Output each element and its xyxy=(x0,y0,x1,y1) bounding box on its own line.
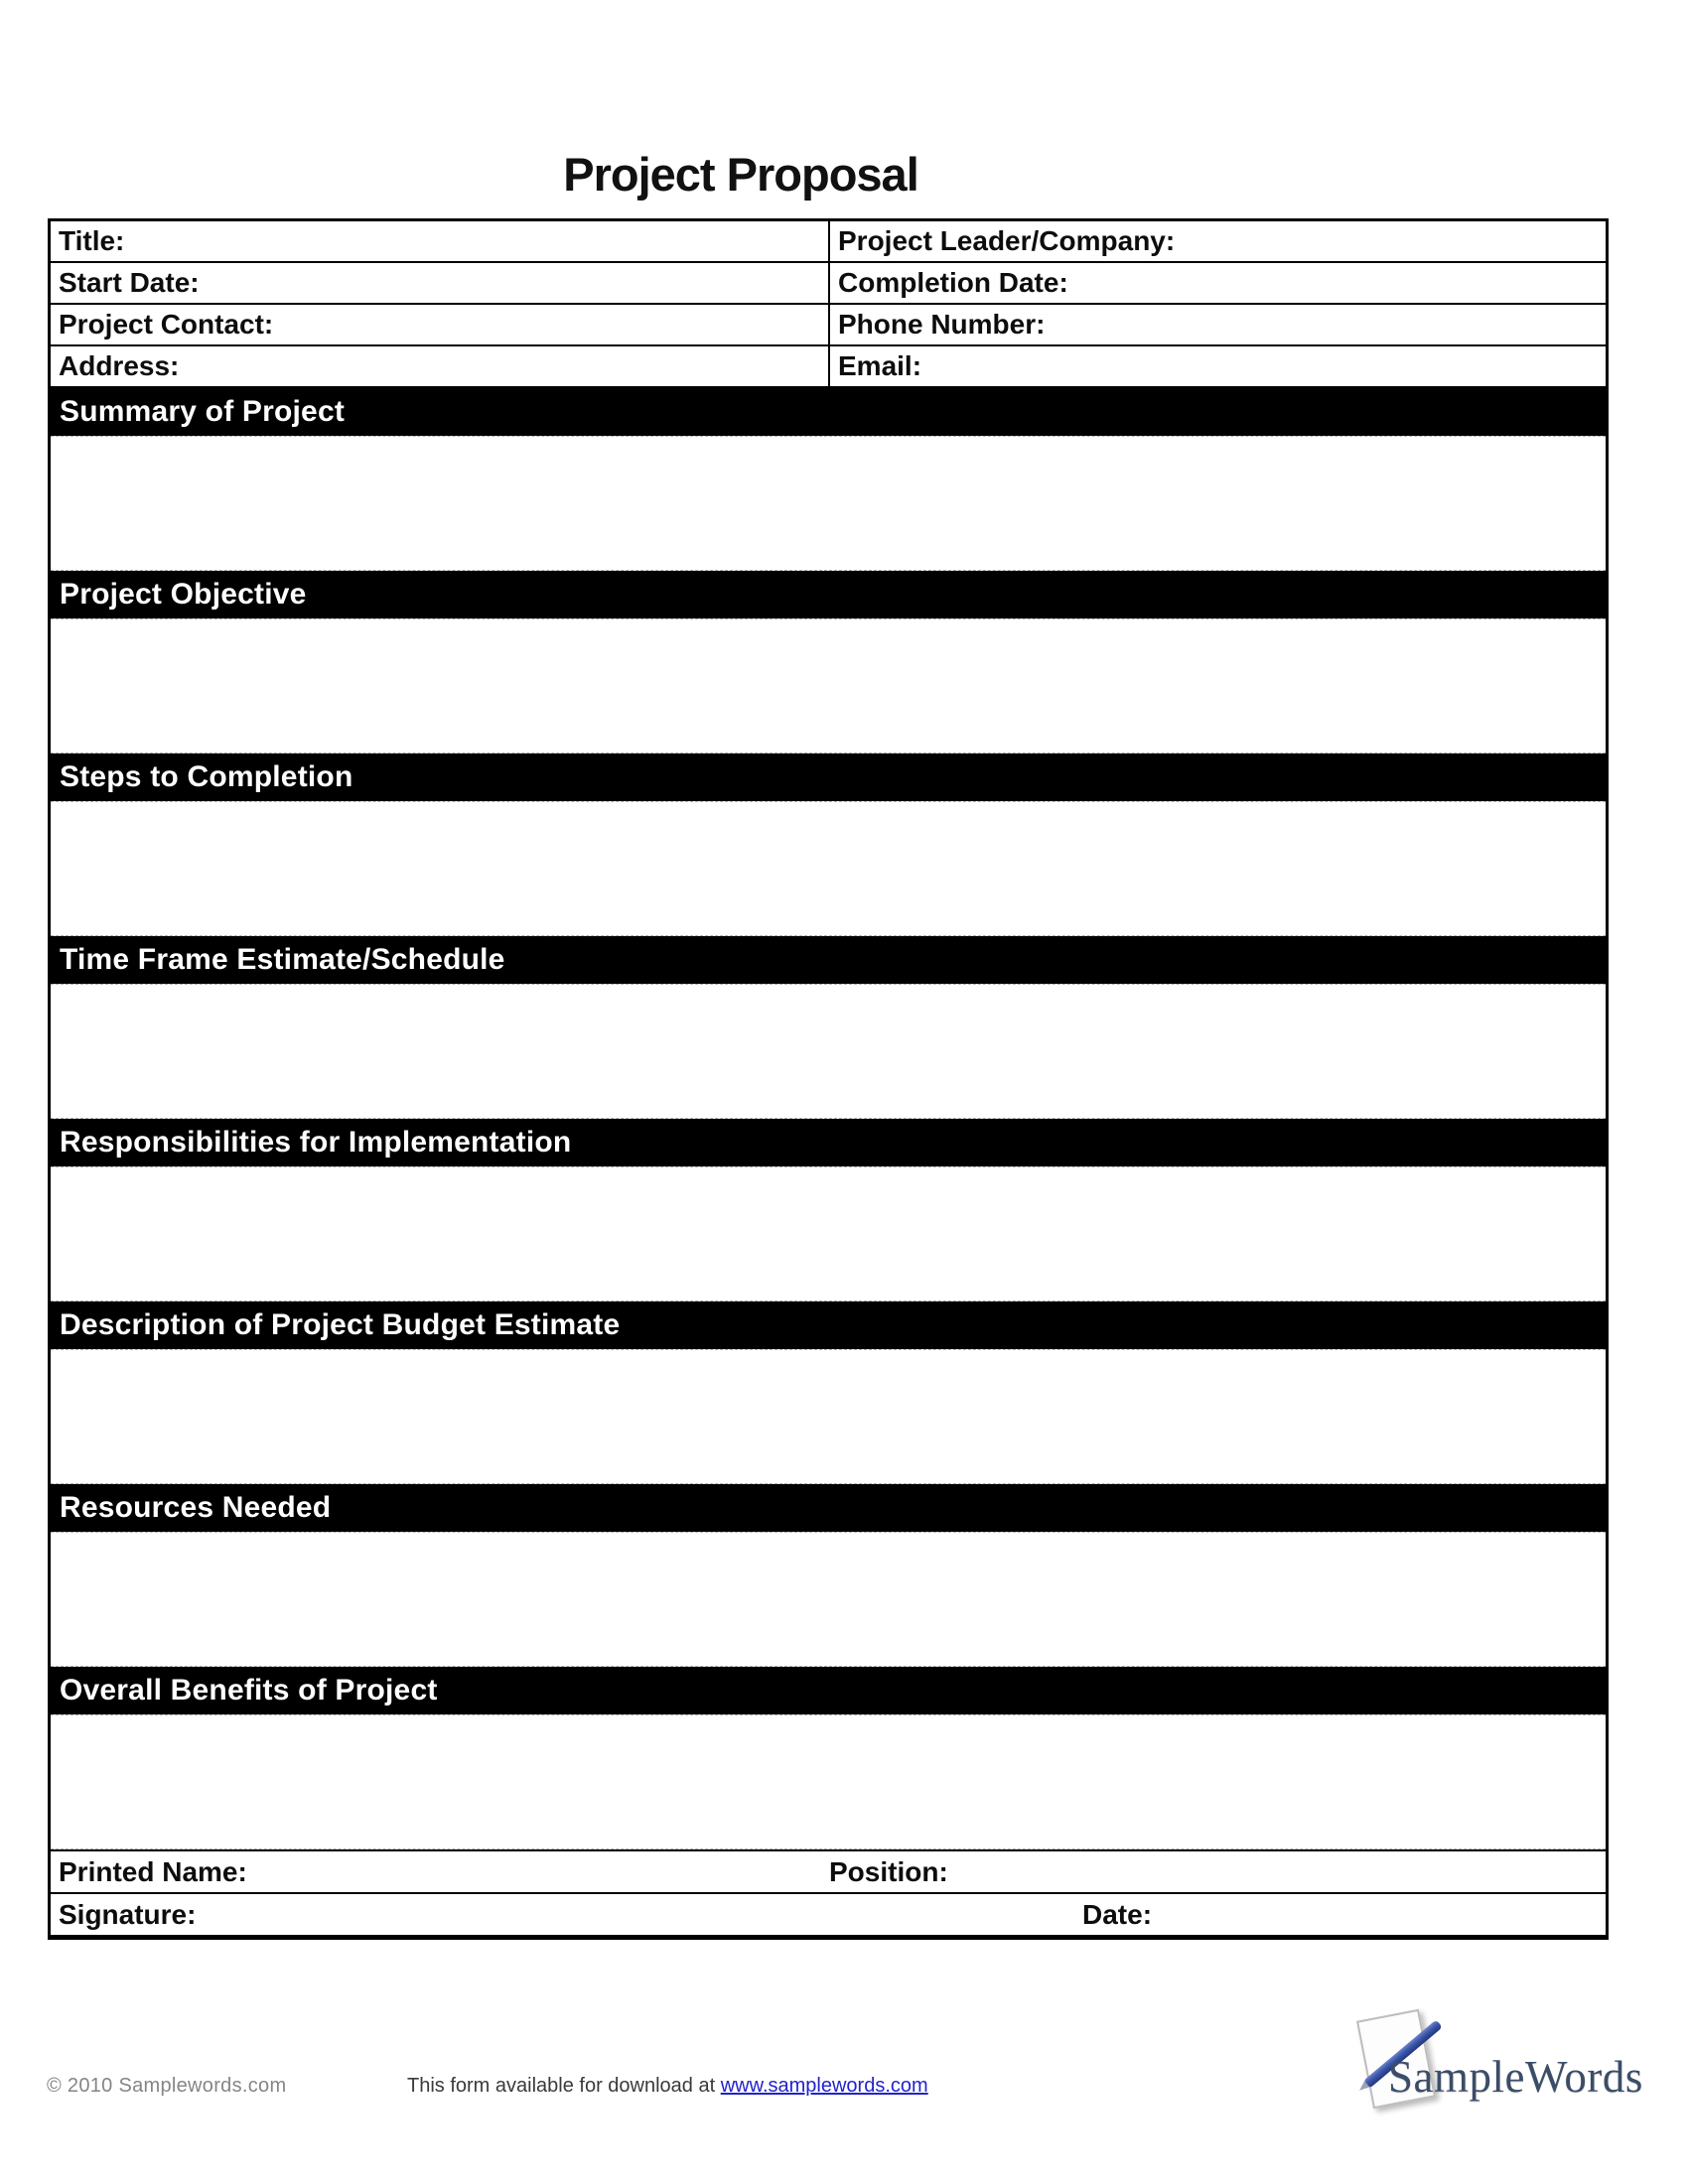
field-phone-number[interactable] xyxy=(828,305,1606,344)
info-row-contact xyxy=(51,305,1606,346)
section-body-project-objective[interactable] xyxy=(51,618,1606,753)
field-address-label: Address: xyxy=(59,350,180,381)
signature-label: Signature: xyxy=(59,1899,197,1930)
field-project-contact[interactable] xyxy=(51,305,828,344)
download-note xyxy=(407,2075,928,2098)
section-header-responsibilities: Responsibilities for Implementation xyxy=(51,1119,1606,1166)
samplewords-logo-text: SampleWords xyxy=(1388,2052,1643,2102)
section-body-time-frame[interactable] xyxy=(51,984,1606,1119)
project-proposal-form xyxy=(48,218,1609,1940)
section-header-overall-benefits: Overall Benefits of Project xyxy=(51,1667,1606,1714)
copyright-text: © 2010 Samplewords.com xyxy=(47,2075,287,2097)
field-address[interactable] xyxy=(51,346,828,386)
field-email[interactable] xyxy=(828,346,1606,386)
section-body-steps-to-completion[interactable] xyxy=(51,801,1606,936)
info-row-address xyxy=(51,346,1606,388)
field-completion-date[interactable] xyxy=(828,263,1606,303)
section-header-project-objective: Project Objective xyxy=(51,571,1606,618)
field-completion-date-label: Completion Date: xyxy=(838,267,1068,298)
printed-name-label: Printed Name: xyxy=(59,1856,247,1887)
field-title[interactable] xyxy=(51,221,828,261)
position-label: Position: xyxy=(829,1856,948,1887)
section-header-resources-needed: Resources Needed xyxy=(51,1484,1606,1532)
section-body-resources-needed[interactable] xyxy=(51,1532,1606,1667)
signature-date-row[interactable] xyxy=(51,1892,1606,1935)
samplewords-logo xyxy=(1350,2000,1643,2129)
page-title xyxy=(48,147,1609,202)
field-project-leader-company-label: Project Leader/Company: xyxy=(838,225,1176,256)
field-start-date-label: Start Date: xyxy=(59,267,200,298)
section-header-time-frame: Time Frame Estimate/Schedule xyxy=(51,936,1606,984)
info-row-title xyxy=(51,221,1606,263)
field-title-label: Title: xyxy=(59,225,125,256)
section-header-steps-to-completion: Steps to Completion xyxy=(51,753,1606,801)
section-body-responsibilities[interactable] xyxy=(51,1166,1606,1301)
field-email-label: Email: xyxy=(838,350,922,381)
printed-name-position-row[interactable] xyxy=(51,1849,1606,1892)
section-header-summary-of-project: Summary of Project xyxy=(51,388,1606,436)
field-start-date[interactable] xyxy=(51,263,828,303)
field-phone-number-label: Phone Number: xyxy=(838,309,1046,340)
section-body-summary-of-project[interactable] xyxy=(51,436,1606,571)
section-body-budget-estimate[interactable] xyxy=(51,1349,1606,1484)
section-body-overall-benefits[interactable] xyxy=(51,1714,1606,1849)
samplewords-link[interactable]: www.samplewords.com xyxy=(720,2075,928,2097)
section-header-budget-estimate: Description of Project Budget Estimate xyxy=(51,1301,1606,1349)
field-project-leader-company[interactable] xyxy=(828,221,1606,261)
page-title-text: Project Proposal xyxy=(563,148,918,201)
date-label: Date: xyxy=(1082,1899,1153,1930)
field-project-contact-label: Project Contact: xyxy=(59,309,274,340)
download-note-text: This form available for download at xyxy=(407,2075,721,2097)
info-row-dates xyxy=(51,263,1606,305)
